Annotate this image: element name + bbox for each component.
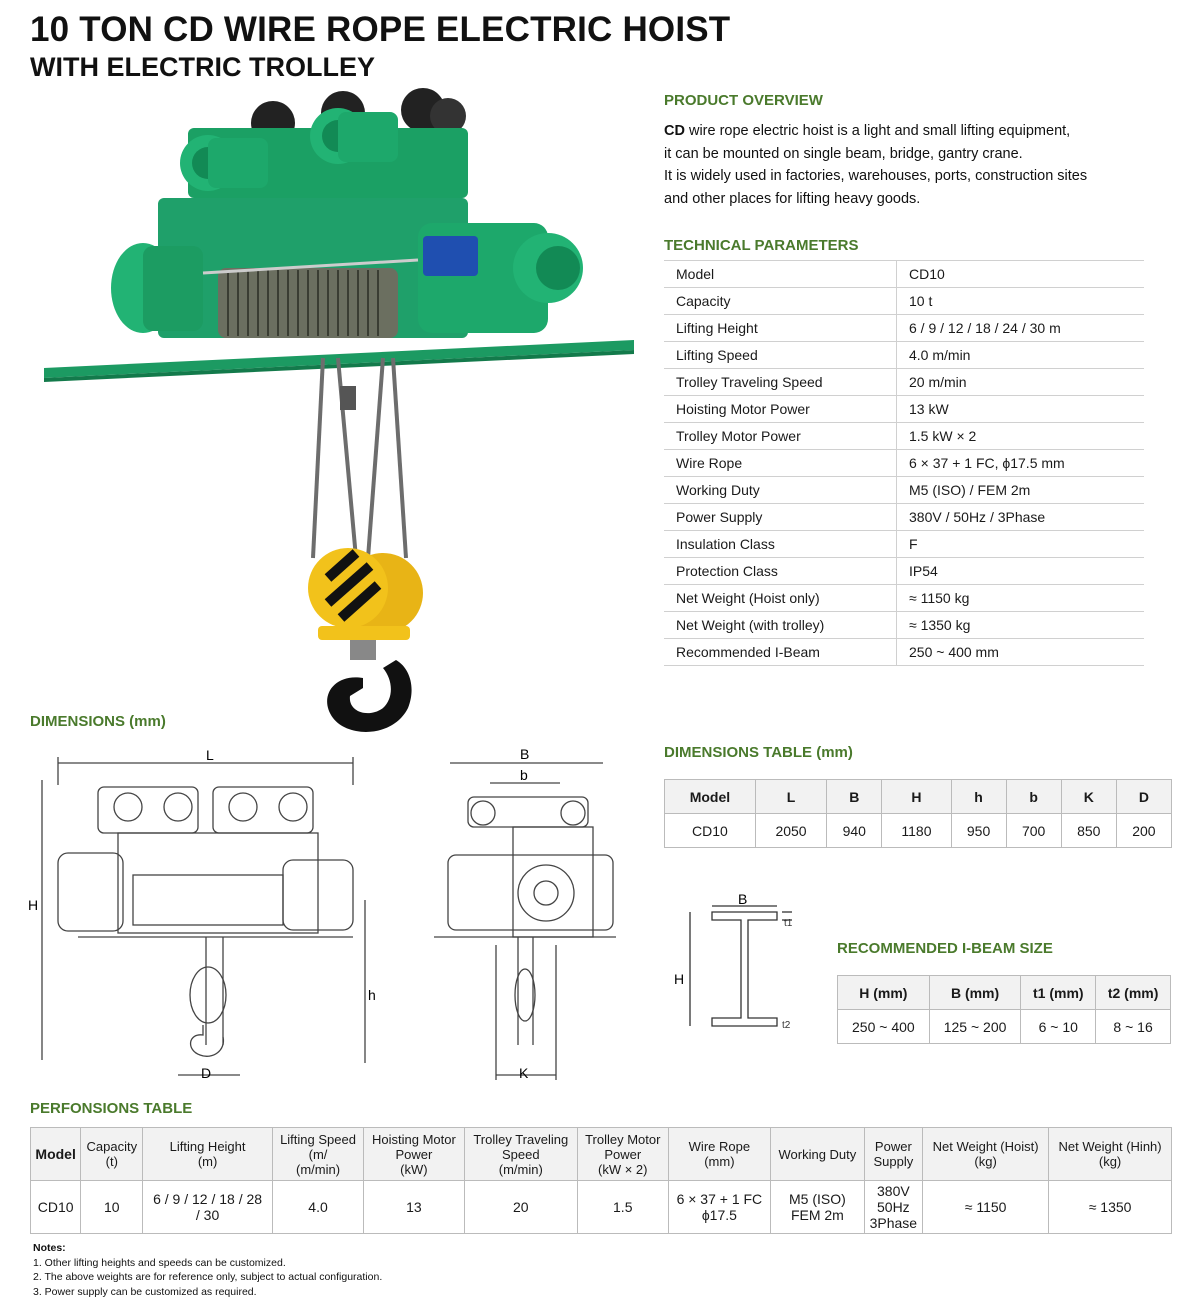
ibeam-cell: 6 ~ 10 bbox=[1021, 1010, 1096, 1044]
dim-header-cell: Model bbox=[665, 780, 756, 814]
dim-cell: 200 bbox=[1116, 814, 1171, 848]
dimensions-table bbox=[664, 779, 1172, 848]
perf-cell bbox=[143, 1181, 273, 1234]
perf-header-cell-line: Lifting Speed bbox=[280, 1131, 356, 1147]
dim-cell: 2050 bbox=[755, 814, 826, 848]
perf-header-cell bbox=[923, 1128, 1049, 1181]
perf-header-cell-line: (m/min) bbox=[498, 1161, 543, 1177]
perf-cell-line: 4.0 bbox=[308, 1199, 328, 1215]
dim-table-heading: DIMENSIONS TABLE (mm) bbox=[664, 744, 853, 761]
tech-param-value: 20 m/min bbox=[897, 369, 1145, 396]
dim-label-K: K bbox=[519, 1065, 529, 1081]
tech-param-value: ≈ 1150 kg bbox=[897, 585, 1145, 612]
tech-param-value: IP54 bbox=[897, 558, 1145, 585]
ibeam-cell: 250 ~ 400 bbox=[838, 1010, 930, 1044]
perf-cell-line: 1.5 bbox=[613, 1199, 633, 1215]
tech-param-name: Insulation Class bbox=[664, 531, 897, 558]
perf-header-cell-line: Lifting Height bbox=[169, 1139, 246, 1154]
overview-line: It is widely used in factories, warehouses, ports, construction sites bbox=[664, 168, 1088, 184]
tech-row bbox=[664, 477, 1144, 504]
ibeam-label-t2: t2 bbox=[782, 1020, 791, 1031]
dim-header-cell: D bbox=[1116, 780, 1171, 814]
tech-row bbox=[664, 585, 1144, 612]
tech-row bbox=[664, 423, 1144, 450]
perf-header-cell-line: (m/min) bbox=[295, 1161, 341, 1177]
perf-heading: PERFONSIONS TABLE bbox=[30, 1100, 193, 1117]
tech-row bbox=[664, 261, 1144, 288]
note-item: 3. Power supply can be customized as required. bbox=[33, 1285, 257, 1298]
tech-param-name: Wire Rope bbox=[664, 450, 897, 477]
perf-header-cell bbox=[364, 1128, 464, 1181]
dim-cell: 940 bbox=[827, 814, 882, 848]
tech-row bbox=[664, 639, 1144, 666]
dim-label-D: D bbox=[201, 1065, 212, 1081]
perf-cell bbox=[81, 1181, 143, 1234]
tech-row bbox=[664, 369, 1144, 396]
dim-header-cell: h bbox=[951, 780, 1006, 814]
perf-header-cell-line: (m) bbox=[197, 1154, 218, 1169]
tech-row bbox=[664, 450, 1144, 477]
hoist-product-image bbox=[38, 88, 638, 738]
tech-row bbox=[664, 288, 1144, 315]
perf-cell-line: 20 bbox=[512, 1199, 529, 1215]
dim-cell: 1180 bbox=[882, 814, 951, 848]
perf-cell-line: M5 (ISO) bbox=[789, 1191, 846, 1207]
tech-param-value: 6 × 37 + 1 FC, ϕ17.5 mm bbox=[897, 450, 1145, 477]
tech-param-value: 250 ~ 400 mm bbox=[897, 639, 1145, 666]
tech-param-name: Trolley Traveling Speed bbox=[664, 369, 897, 396]
perf-header-cell bbox=[668, 1128, 771, 1181]
perf-header-cell-line: Capacity bbox=[86, 1139, 138, 1154]
ibeam-header-cell: t2 (mm) bbox=[1096, 976, 1171, 1010]
perf-header-cell-line: Working Duty bbox=[778, 1146, 857, 1162]
tech-param-name: Lifting Speed bbox=[664, 342, 897, 369]
perf-header-cell-line: Wire Rope bbox=[688, 1139, 751, 1154]
perf-cell-line: 380V bbox=[877, 1183, 910, 1199]
dim-cell: CD10 bbox=[665, 814, 756, 848]
perf-header-cell-line: Hoisting Motor bbox=[371, 1131, 456, 1147]
ibeam-cell: 125 ~ 200 bbox=[929, 1010, 1021, 1044]
page-subtitle: WITH ELECTRIC TROLLEY bbox=[30, 52, 375, 82]
ibeam-header-cell: t1 (mm) bbox=[1021, 976, 1096, 1010]
tech-row bbox=[664, 612, 1144, 639]
dim-label-H: H bbox=[28, 897, 39, 913]
tech-param-value: 380V / 50Hz / 3Phase bbox=[897, 504, 1145, 531]
perf-cell bbox=[771, 1181, 865, 1234]
perf-header-cell bbox=[771, 1128, 865, 1181]
tech-param-value: 1.5 kW × 2 bbox=[897, 423, 1145, 450]
perf-header-cell-line: (kg) bbox=[1098, 1154, 1122, 1169]
tech-param-name: Trolley Motor Power bbox=[664, 423, 897, 450]
perf-cell-line: 13 bbox=[406, 1199, 422, 1215]
perf-cell-line: 6 / 9 / 12 / 18 / 28 bbox=[153, 1191, 263, 1207]
ibeam-header-cell: H (mm) bbox=[838, 976, 930, 1010]
perf-cell bbox=[272, 1181, 363, 1234]
perf-header-cell-line: (m/ bbox=[308, 1146, 328, 1162]
tech-param-name: Working Duty bbox=[664, 477, 897, 504]
perf-cell-line: ≈ 1350 bbox=[1088, 1199, 1132, 1215]
perf-cell-line: 10 bbox=[103, 1199, 120, 1215]
perf-cell bbox=[864, 1181, 922, 1234]
perf-header-cell bbox=[143, 1128, 273, 1181]
tech-param-value: 13 kW bbox=[897, 396, 1145, 423]
perf-header-cell-line: (t) bbox=[105, 1154, 118, 1169]
dimensions-heading: DIMENSIONS (mm) bbox=[30, 713, 166, 730]
tech-param-value: 6 / 9 / 12 / 18 / 24 / 30 m bbox=[897, 315, 1145, 342]
tech-param-value: 10 t bbox=[897, 288, 1145, 315]
perf-cell bbox=[1049, 1181, 1172, 1234]
perf-header-cell bbox=[272, 1128, 363, 1181]
perf-header-cell bbox=[81, 1128, 143, 1181]
tech-param-name: Lifting Height bbox=[664, 315, 897, 342]
tech-param-value: 4.0 m/min bbox=[897, 342, 1145, 369]
dim-label-B: B bbox=[520, 746, 530, 762]
tech-param-name: Net Weight (with trolley) bbox=[664, 612, 897, 639]
overview-line: it can be mounted on single beam, bridge, gantry crane. bbox=[664, 145, 1023, 162]
tech-row bbox=[664, 504, 1144, 531]
perf-header-cell bbox=[577, 1128, 668, 1181]
tech-row bbox=[664, 342, 1144, 369]
tech-params-table bbox=[664, 260, 1144, 666]
perf-header-cell-line: Trolley Motor bbox=[585, 1131, 661, 1147]
perf-cell bbox=[31, 1181, 81, 1234]
notes bbox=[33, 1241, 382, 1299]
notes-title: Notes: bbox=[33, 1242, 66, 1254]
tech-param-name: Hoisting Motor Power bbox=[664, 396, 897, 423]
ibeam-diagram bbox=[672, 890, 812, 1050]
perf-header-cell bbox=[31, 1128, 81, 1181]
dim-header-cell: H bbox=[882, 780, 951, 814]
perf-header-cell-line: Power bbox=[874, 1139, 912, 1154]
tech-heading: TECHNICAL PARAMETERS bbox=[664, 237, 859, 254]
tech-param-name: Net Weight (Hoist only) bbox=[664, 585, 897, 612]
overview-text bbox=[664, 120, 1087, 210]
perf-cell bbox=[364, 1181, 464, 1234]
tech-param-name: Protection Class bbox=[664, 558, 897, 585]
tech-param-value: ≈ 1350 kg bbox=[897, 612, 1145, 639]
perf-cell-line: CD10 bbox=[37, 1199, 74, 1215]
perf-header-cell-line: Power bbox=[395, 1146, 433, 1162]
dimension-drawings bbox=[28, 745, 628, 1090]
perf-cell-line: 3Phase bbox=[869, 1215, 918, 1231]
dim-cell: 700 bbox=[1006, 814, 1061, 848]
tech-param-name: Capacity bbox=[664, 288, 897, 315]
perf-cell-line: FEM 2m bbox=[790, 1207, 844, 1223]
perf-header-cell-line: Net Weight (Hoist) bbox=[932, 1139, 1039, 1154]
perf-header-cell-line: Supply bbox=[873, 1154, 914, 1169]
perf-header-cell-line: Speed bbox=[501, 1146, 540, 1162]
perf-cell bbox=[668, 1181, 771, 1234]
perf-header-cell-line: (kW × 2) bbox=[598, 1161, 648, 1177]
overview-heading: PRODUCT OVERVIEW bbox=[664, 92, 823, 109]
ibeam-label-t1: t1 bbox=[784, 918, 793, 929]
dim-label-L: L bbox=[206, 747, 214, 763]
perf-cell-line: / 30 bbox=[195, 1207, 220, 1223]
page-title: 10 TON CD WIRE ROPE ELECTRIC HOIST bbox=[30, 10, 731, 49]
perf-header-cell bbox=[464, 1128, 577, 1181]
ibeam-label-B: B bbox=[738, 891, 748, 907]
perf-cell bbox=[577, 1181, 668, 1234]
perf-cell-line: ≈ 1150 bbox=[964, 1199, 1007, 1215]
perf-header-cell-line: (kW) bbox=[400, 1161, 428, 1177]
dim-header-cell: L bbox=[755, 780, 826, 814]
overview-lead: CD bbox=[664, 123, 685, 139]
dim-cell: 850 bbox=[1061, 814, 1116, 848]
perf-cell bbox=[923, 1181, 1049, 1234]
perf-header-cell-line: Power bbox=[604, 1146, 642, 1162]
ibeam-cell: 8 ~ 16 bbox=[1096, 1010, 1171, 1044]
perf-header-cell bbox=[1049, 1128, 1172, 1181]
overview-line bbox=[664, 120, 1087, 143]
tech-row bbox=[664, 558, 1144, 585]
perf-cell-line: 6 × 37 + 1 FC bbox=[676, 1191, 763, 1207]
note-item: 1. Other lifting heights and speeds can be customized. bbox=[33, 1256, 286, 1269]
perf-cell bbox=[464, 1181, 577, 1234]
perf-header-cell bbox=[864, 1128, 922, 1181]
dim-header-cell: b bbox=[1006, 780, 1061, 814]
dim-cell: 950 bbox=[951, 814, 1006, 848]
perf-cell-line: 50Hz bbox=[877, 1199, 910, 1215]
tech-row bbox=[664, 531, 1144, 558]
ibeam-table bbox=[837, 975, 1171, 1044]
tech-row bbox=[664, 315, 1144, 342]
ibeam-label-H: H bbox=[674, 971, 685, 987]
tech-row bbox=[664, 396, 1144, 423]
perf-header-cell-line: (mm) bbox=[704, 1154, 735, 1169]
perf-cell-line: ϕ17.5 bbox=[701, 1207, 737, 1223]
tech-param-name: Power Supply bbox=[664, 504, 897, 531]
perf-header-cell-line: (kg) bbox=[974, 1154, 997, 1169]
overview-line-1: wire rope electric hoist is a light and small lifting equipment, bbox=[684, 123, 1071, 139]
performance-table bbox=[30, 1127, 1172, 1234]
tech-param-value: CD10 bbox=[897, 261, 1145, 288]
dim-label-b: b bbox=[520, 767, 528, 783]
dim-label-h: h bbox=[368, 987, 376, 1003]
tech-param-value: F bbox=[897, 531, 1145, 558]
overview-line: and other places for lifting heavy goods. bbox=[664, 190, 921, 207]
tech-param-value: M5 (ISO) / FEM 2m bbox=[897, 477, 1145, 504]
dim-header-cell: B bbox=[827, 780, 882, 814]
note-item: 2. The above weights are for reference only, subject to actual configuration. bbox=[33, 1271, 383, 1283]
ibeam-heading: RECOMMENDED I-BEAM SIZE bbox=[837, 940, 1053, 957]
dim-header-cell: K bbox=[1061, 780, 1116, 814]
perf-header-cell-line: Model bbox=[35, 1145, 76, 1162]
perf-header-cell-line: Trolley Traveling bbox=[473, 1131, 569, 1147]
perf-header-cell-line: Net Weight (Hinh) bbox=[1058, 1139, 1162, 1154]
ibeam-header-cell: B (mm) bbox=[929, 976, 1021, 1010]
tech-param-name: Recommended I-Beam bbox=[664, 639, 897, 666]
tech-param-name: Model bbox=[664, 261, 897, 288]
